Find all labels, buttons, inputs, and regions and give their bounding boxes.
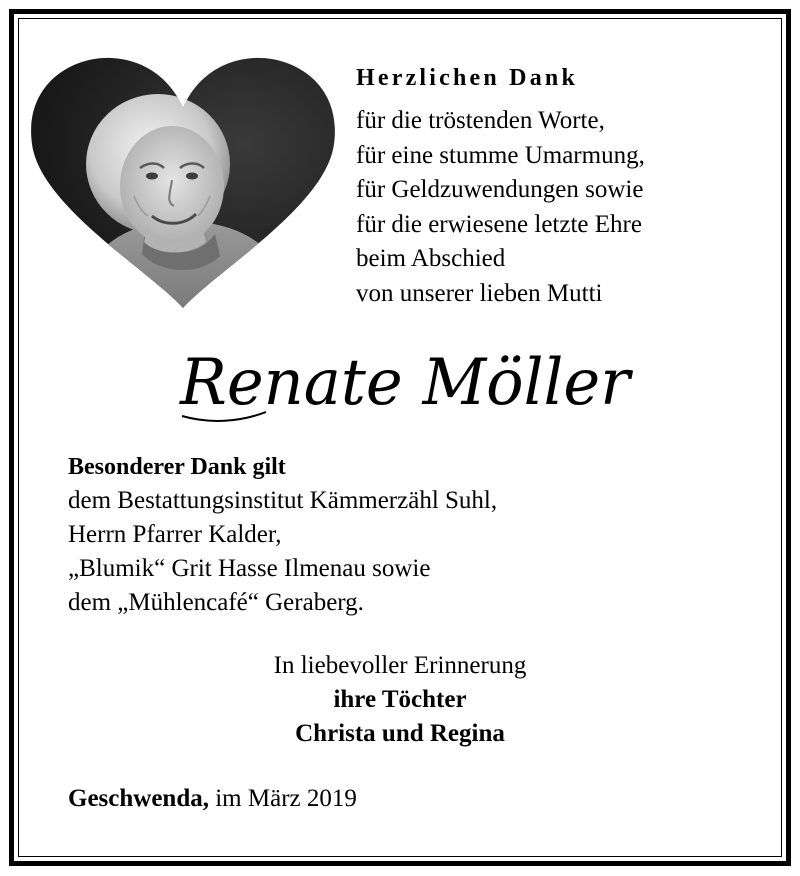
special-thanks-line: Herrn Pfarrer Kalder, bbox=[68, 521, 282, 548]
thanks-line: beim Abschied bbox=[356, 245, 506, 272]
special-thanks-line: dem Bestattungsinstitut Kämmerzähl Suhl, bbox=[68, 487, 498, 514]
heart-portrait-photo bbox=[30, 56, 336, 308]
special-thanks-block bbox=[68, 450, 708, 620]
date: im März 2019 bbox=[215, 785, 357, 812]
thanks-line: von unserer lieben Mutti bbox=[356, 279, 603, 307]
thanks-line: für die tröstenden Worte, bbox=[356, 107, 605, 134]
place-date bbox=[68, 783, 357, 815]
deceased-name bbox=[170, 332, 640, 432]
remembrance-line: Christa und Regina bbox=[295, 720, 505, 747]
special-thanks-line: „Blumik“ Grit Hasse Ilmenau sowie bbox=[68, 555, 431, 582]
thanks-line: für die erwiesene letzte Ehre bbox=[356, 210, 642, 238]
portrait-photo-icon bbox=[30, 56, 336, 308]
remembrance-intro: In liebevoller Erinnerung bbox=[273, 652, 527, 679]
deceased-name-text: Renate Möller bbox=[179, 346, 634, 420]
remembrance-block bbox=[200, 648, 600, 751]
thanks-heading: Herzlichen Dank bbox=[356, 65, 578, 91]
thanks-line: für eine stumme Umarmung, bbox=[356, 141, 645, 169]
special-thanks-heading: Besonderer Dank gilt bbox=[68, 454, 286, 480]
place: Geschwenda, bbox=[68, 785, 209, 812]
special-thanks-line: dem „Mühlencafé“ Geraberg. bbox=[68, 589, 364, 616]
thanks-block bbox=[356, 62, 776, 311]
thanks-line: für Geldzuwendungen sowie bbox=[356, 176, 644, 203]
remembrance-line: ihre Töchter bbox=[333, 686, 467, 713]
